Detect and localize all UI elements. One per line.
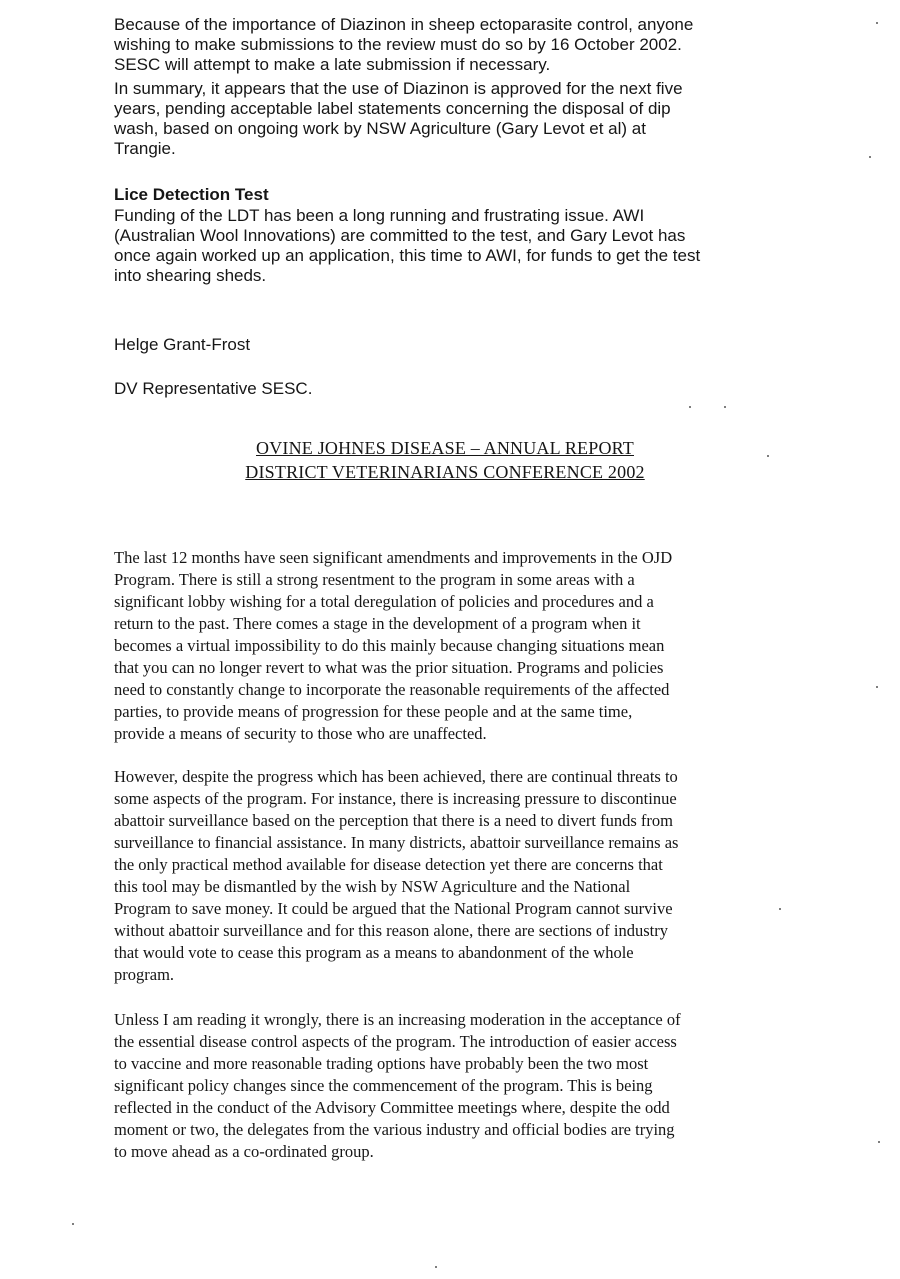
- signature-role: DV Representative SESC.: [114, 379, 313, 398]
- scan-speck: [767, 455, 769, 457]
- scan-speck: [876, 22, 878, 24]
- scan-speck: [72, 1223, 74, 1225]
- report-title-line-2: DISTRICT VETERINARIANS CONFERENCE 2002: [245, 462, 645, 482]
- report-title-line-1: OVINE JOHNES DISEASE – ANNUAL REPORT: [256, 438, 634, 458]
- signature-name: Helge Grant-Frost: [114, 335, 251, 354]
- diazinon-paragraph-1: Because of the importance of Diazinon in sheep ectoparasite control, anyone wishing to make submissions to the review must do so by 16 October 2002. SESC will attempt to make a late submission if necessary.: [114, 15, 694, 74]
- report-paragraph-3: Unless I am reading it wrongly, there is an increasing moderation in the acceptance of the essential disease control aspects of the program. The introduction of easier access to vaccine and more reasonable trading options have probably been the two most significant policy changes since the commencement of the program. This is being reflected in the conduct of the Advisory Committee meetings where, despite the odd moment or two, the delegates from the various industry and official bodies are trying to move ahead as a co-ordinated group.: [114, 1010, 681, 1161]
- scan-speck: [876, 686, 878, 688]
- report-paragraph-1: The last 12 months have seen significant amendments and improvements in the OJD Program. There is still a strong resentment to the program in some areas with a significant lobby wishing for a total deregulation of policies and procedures and a return to the past. There comes a stage in the development of a program when it becomes a virtual impossibility to do this mainly because changing situations mean that you can no longer revert to what was the prior situation. Programs and policies need to constantly change to incorporate the reasonable requirements of the affected parties, to provide means of progression for these people and at the same time, provide a means of security to those who are unaffected.: [114, 548, 673, 743]
- diazinon-paragraph-2: In summary, it appears that the use of Diazinon is approved for the next five years, pending acceptable label statements concerning the disposal of dip wash, based on ongoing work by NSW Agriculture (Gary Levot et al) at Trangie.: [114, 79, 683, 158]
- report-paragraph-2: However, despite the progress which has been achieved, there are continual threats to some aspects of the program. For instance, there is increasing pressure to discontinue abattoir surveillance based on the perception that there is a need to divert funds from surveillance to financial assistance. In many districts, abattoir surveillance remains as the only practical method available for disease detection yet there are concerns that this tool may be dismantled by the wish by NSW Agriculture and the National Program to save money. It could be argued that the National Program cannot survive without abattoir surveillance and for this reason alone, there are sections of industry that would vote to cease this program as a means to abandonment of the whole program.: [114, 767, 679, 984]
- lice-detection-paragraph: Funding of the LDT has been a long running and frustrating issue. AWI (Australian Wool Innovations) are committed to the test, and Gary Levot has once again worked up an application, this time to AWI, for funds to get the test into shearing sheds.: [114, 206, 701, 285]
- scan-speck: [878, 1141, 880, 1143]
- scan-speck: [869, 156, 871, 158]
- scan-speck: [435, 1266, 437, 1268]
- scan-speck: [779, 908, 781, 910]
- scan-speck: [724, 406, 726, 408]
- scan-speck: [689, 406, 691, 408]
- lice-detection-heading: Lice Detection Test: [114, 185, 269, 204]
